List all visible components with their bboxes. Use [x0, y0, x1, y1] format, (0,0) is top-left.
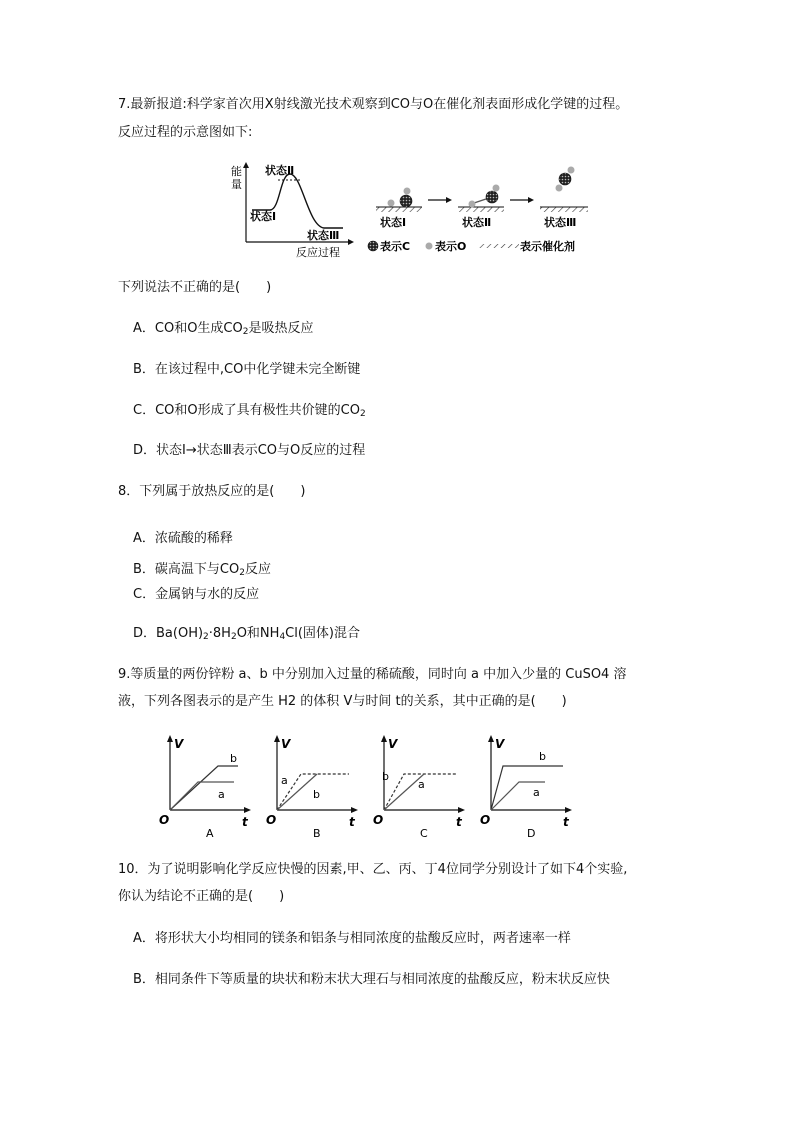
v-axis-label: V	[388, 737, 398, 751]
graph-A	[159, 735, 251, 840]
t-axis-label: t	[563, 815, 569, 829]
q8-option-d: D．$Ba(OH)_2\cdot 8H_2O$和$NH_4Cl$(固体)混合	[133, 626, 361, 642]
curve-label-b: b	[313, 788, 320, 801]
process-label: 反应过程	[296, 246, 340, 259]
legend-carbon-icon	[368, 241, 378, 251]
carbon-atom-2	[486, 191, 498, 203]
surface-state2-label: 状态Ⅱ	[462, 216, 492, 229]
q7-prompt: 下列说法不正确的是( )	[118, 280, 272, 295]
q7-option-c: C．CO和O形成了具有极性共价键的$CO_2$	[133, 403, 366, 419]
q9-stem-line2: 液，下列各图表示的是产生 H2 的体积 V与时间 t的关系，其中正确的是( )	[118, 694, 567, 709]
curve-b	[170, 766, 238, 810]
v-axis-label: V	[495, 737, 505, 751]
catalyst-surface-2	[458, 207, 504, 212]
t-axis-label: t	[242, 815, 248, 829]
carbon-atom-1	[400, 195, 412, 207]
graph-label-B: B	[313, 827, 321, 840]
graph-label-A: A	[206, 827, 214, 840]
state3-label: 状态Ⅲ	[307, 229, 340, 242]
t-axis-label: t	[349, 815, 355, 829]
oxygen-atom-2a	[493, 185, 500, 192]
q10-stem-line1: 10．为了说明影响化学反应快慢的因素,甲、乙、丙、丁4位同学分别设计了如下4个实验,	[118, 862, 628, 877]
catalyst-surface-3	[540, 207, 588, 212]
curve-label-b: b	[539, 750, 546, 763]
curve-b	[491, 766, 563, 810]
surface-state1-label: 状态Ⅰ	[380, 216, 407, 229]
oxygen-atom-1a	[404, 188, 411, 195]
q8-option-b: B．碳高温下与$CO_2$反应	[133, 562, 271, 578]
q7-stem-line2: 反应过程的示意图如下:	[118, 125, 253, 140]
state2-label: 状态Ⅱ	[265, 164, 295, 177]
t-axis-label: t	[456, 815, 462, 829]
energy-label-1: 能	[231, 165, 242, 178]
origin-label: O	[266, 813, 277, 827]
curve-label-a: a	[418, 778, 425, 791]
q7-option-b: B．在该过程中,CO中化学键未完全断键	[133, 362, 361, 377]
carbon-atom-3	[559, 173, 571, 185]
q7-option-a: A．CO和O生成$CO_2$是吸热反应	[133, 321, 314, 337]
oxygen-atom-3b	[556, 185, 563, 192]
q8-stem: 8．下列属于放热反应的是( )	[118, 484, 306, 499]
legend-carbon-label: 表示C	[380, 240, 411, 253]
legend-oxygen-icon	[426, 243, 433, 250]
origin-label: O	[159, 813, 170, 827]
v-axis-label: V	[281, 737, 291, 751]
curve-label-a: a	[533, 786, 540, 799]
graph-C	[373, 735, 465, 840]
v-axis-label: V	[174, 737, 184, 751]
curve-label-a: a	[218, 788, 225, 801]
oxygen-atom-1b	[388, 200, 395, 207]
state1-label: 状态Ⅰ	[250, 210, 277, 223]
q9-graphs	[158, 730, 582, 842]
graph-B	[266, 735, 358, 840]
q7-stem-line1: 7.最新报道:科学家首次用X射线激光技术观察到CO与O在催化剂表面形成化学键的过程。	[118, 97, 629, 112]
legend-oxygen-label: 表示O	[435, 240, 467, 253]
q8-option-a: A．浓硫酸的稀释	[133, 531, 233, 546]
q8-option-c: C．金属钠与水的反应	[133, 587, 260, 602]
curve-label-b: b	[382, 770, 389, 783]
curve-label-b: b	[230, 752, 237, 765]
oxygen-atom-3a	[568, 167, 575, 174]
legend-catalyst-label: 表示催化剂	[520, 240, 575, 253]
surface-state3-label: 状态Ⅲ	[544, 216, 577, 229]
q9-stem-line1: 9.等质量的两份锌粉 a、b 中分别加入过量的稀硫酸，同时向 a 中加入少量的 CuSO4 溶	[118, 667, 627, 682]
oxygen-atom-2b	[469, 201, 476, 208]
origin-label: O	[480, 813, 491, 827]
graph-D	[480, 735, 572, 840]
q10-stem-line2: 你认为结论不正确的是( )	[118, 889, 285, 904]
legend-catalyst-icon	[479, 244, 519, 248]
q7-reaction-figure	[228, 160, 594, 260]
curve-label-a: a	[281, 774, 288, 787]
energy-label-2: 量	[231, 178, 242, 191]
q7-option-d: D．状态Ⅰ→状态Ⅲ表示CO与O反应的过程	[133, 443, 366, 458]
graph-label-D: D	[527, 827, 536, 840]
q10-option-a: A．将形状大小均相同的镁条和铝条与相同浓度的盐酸反应时，两者速率一样	[133, 931, 571, 946]
origin-label: O	[373, 813, 384, 827]
graph-label-C: C	[420, 827, 428, 840]
q10-option-b: B．相同条件下等质量的块状和粉末状大理石与相同浓度的盐酸反应，粉末状反应快	[133, 972, 610, 987]
catalyst-surface-1	[376, 207, 422, 212]
